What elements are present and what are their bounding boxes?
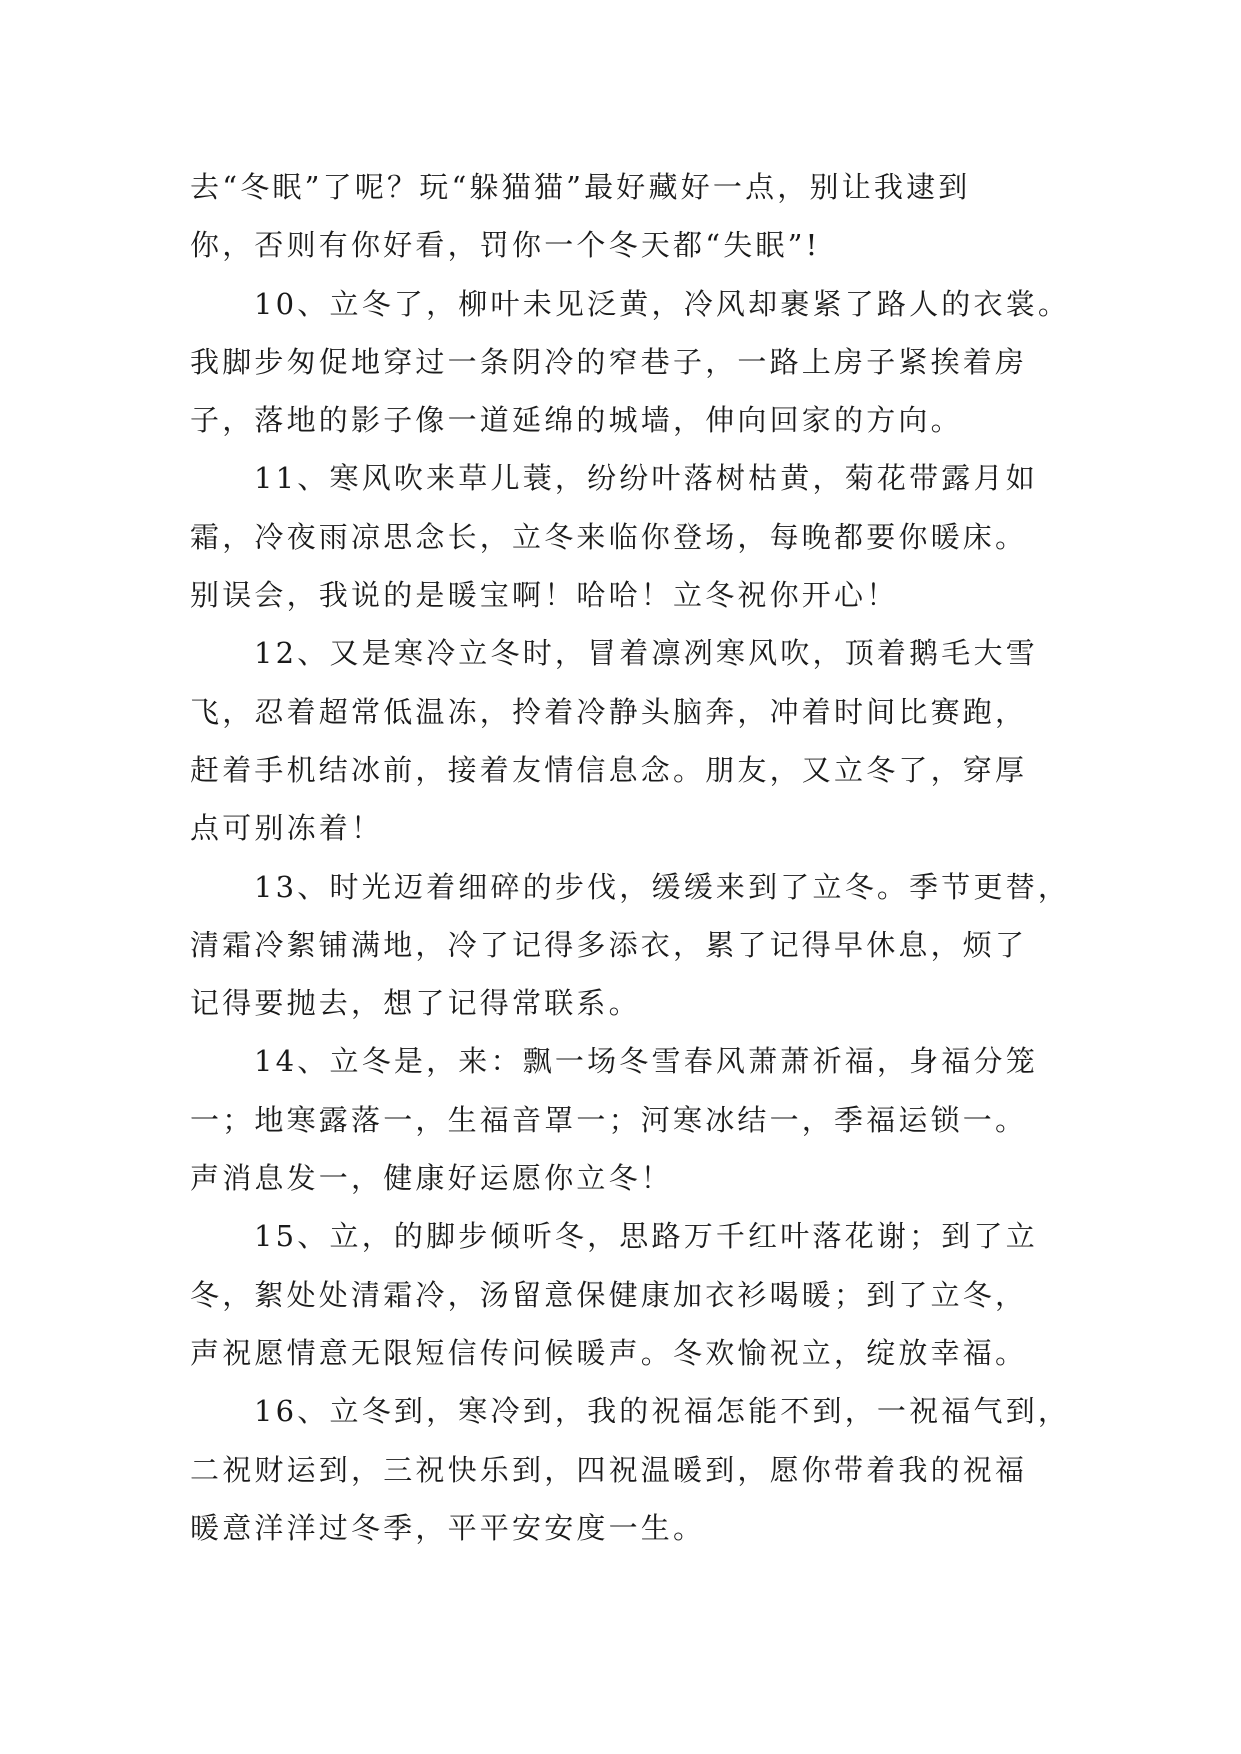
text-line: 二祝财运到，三祝快乐到，四祝温暖到，愿你带着我的祝福 [190,1452,1028,1487]
text-line: 赶着手机结冰前，接着友情信息念。朋友，又立冬了，穿厚 [190,752,1028,787]
text-line: 暖意洋洋过冬季，平平安安度一生。 [190,1510,706,1545]
paragraph-start-15: 15、立，的脚步倾听冬，思路万千红叶落花谢；到了立 [254,1219,1038,1254]
text-line: 声祝愿情意无限短信传问候暖声。冬欢愉祝立，绽放幸福。 [190,1335,1028,1370]
text-line: 子，落地的影子像一道延绵的城墙，伸向回家的方向。 [190,403,963,438]
paragraph-start-13: 13、时光迈着细碎的步伐，缓缓来到了立冬。季节更替， [254,869,1071,904]
paragraph-start-12: 12、又是寒冷立冬时，冒着凛冽寒风吹，顶着鹅毛大雪 [254,636,1038,671]
text-line: 声消息发一，健康好运愿你立冬！ [190,1161,674,1196]
text-line: 去“冬眠”了呢？玩“躲猫猫”最好藏好一点，别让我逮到 [190,170,971,204]
text-line: 记得要抛去，想了记得常联系。 [190,986,641,1021]
paragraph-start-10: 10、立冬了，柳叶未见泛黄，冷风却裹紧了路人的衣裳。 [254,286,1071,321]
text-line: 飞，忍着超常低温冻，拎着冷静头脑奔，冲着时间比赛跑， [190,694,1028,729]
text-line: 冬，絮处处清霜冷，汤留意保健康加衣衫喝暖；到了立冬， [190,1277,1028,1312]
text-line: 我脚步匆促地穿过一条阴冷的窄巷子，一路上房子紧挨着房 [190,344,1028,379]
body-text [190,158,1070,1557]
text-line: 别误会，我说的是暖宝啊！哈哈！立冬祝你开心！ [190,578,899,613]
paragraph-start-16: 16、立冬到，寒冷到，我的祝福怎能不到，一祝福气到， [254,1394,1071,1429]
text-line: 你，否则有你好看，罚你一个冬天都“失眠”! [190,228,821,263]
paragraph-start-11: 11、寒风吹来草儿蓑，纷纷叶落树枯黄，菊花带露月如 [254,461,1038,496]
text-line: 一；地寒露落一，生福音罩一；河寒冰结一，季福运锁一。 [190,1102,1028,1137]
text-line: 清霜冷絮铺满地，冷了记得多添衣，累了记得早休息，烦了 [190,927,1028,962]
text-line: 霜，冷夜雨凉思念长，立冬来临你登场，每晚都要你暖床。 [190,519,1028,554]
text-line: 点可别冻着！ [190,811,384,846]
paragraph-start-14: 14、立冬是，来：飘一场冬雪春风萧萧祈福，身福分笼 [254,1044,1038,1079]
